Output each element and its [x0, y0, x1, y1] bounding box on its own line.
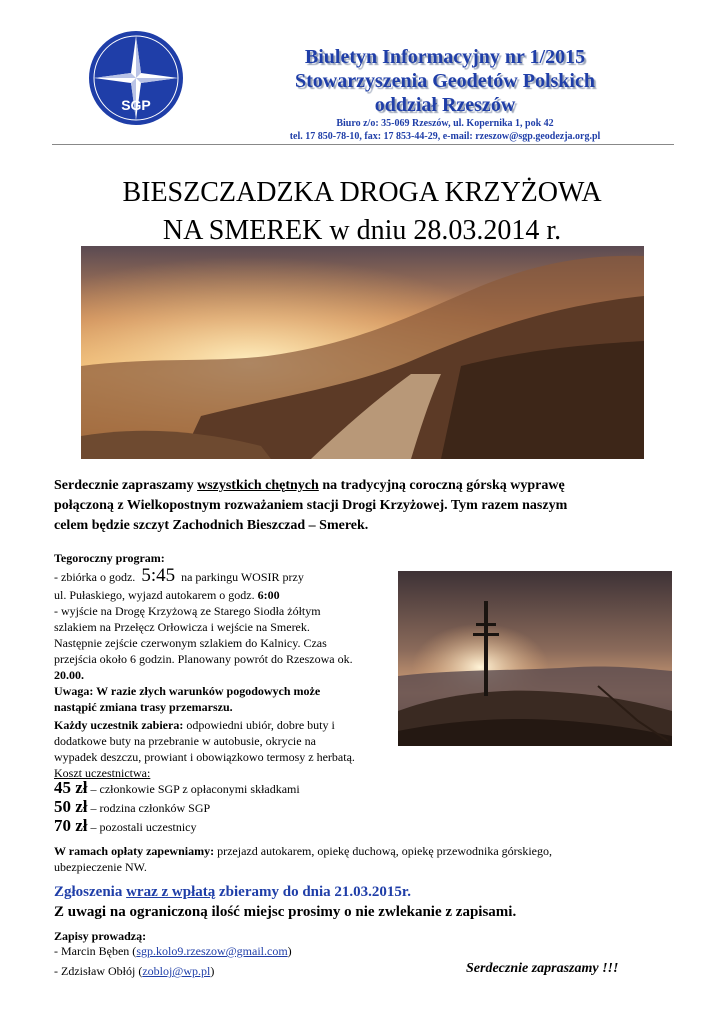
program-heading: Tegoroczny program:: [54, 551, 165, 565]
cost-item-members: 45 zł – członkowie SGP z opłaconymi składkami: [54, 778, 300, 797]
bring-line3: wypadek deszczu, prowiant i obowiązkowo termosy z herbatą.: [54, 750, 355, 764]
contact-1-email[interactable]: sgp.kolo9.rzeszow@gmail.com: [136, 944, 288, 958]
program-route3: Następnie zejście czerwonym szlakiem do Kalnicy. Czas: [54, 636, 327, 650]
program-departure: ul. Pułaskiego, wyjazd autokarem o godz. 6:00: [54, 588, 280, 602]
contact-2-email[interactable]: zobloj@wp.pl: [142, 964, 211, 978]
bring-line2: dodatkowe buty na przebranie w autobusie, okrycie na: [54, 734, 316, 748]
intro-line2: połączoną z Wielkopostnym rozważaniem stacji Drogi Krzyżowej. Tym razem naszym: [54, 498, 568, 513]
page-title-line1: BIESZCZADZKA DROGA KRZYŻOWA: [122, 177, 602, 208]
included-line1: W ramach opłaty zapewniamy: przejazd autokarem, opiekę duchową, opiekę przewodnika górskiego,: [54, 844, 552, 858]
branch-name: oddział Rzeszów: [374, 94, 516, 116]
registration-note: Z uwagi na ograniczoną ilość miejsc prosimy o nie zwlekanie z zapisami.: [54, 904, 517, 920]
program-route4: przejścia około 6 godzin. Planowany powrót do Rzeszowa ok.: [54, 652, 353, 666]
contact-1: - Marcin Bęben (sgp.kolo9.rzeszow@gmail.com): [54, 944, 292, 958]
mountain-path-photo: [81, 246, 644, 459]
office-address: Biuro z/o: 35-069 Rzeszów, ul. Kopernika 1, pok 42: [336, 118, 554, 129]
weather-warning2: nastąpić zmiana trasy przemarszu.: [54, 700, 233, 714]
cost-heading: Koszt uczestnictwa:: [54, 766, 151, 780]
header-divider: [52, 144, 674, 145]
program-route1: - wyjście na Drogę Krzyżową ze Starego Siodła żółtym: [54, 604, 321, 618]
office-contact: tel. 17 850-78-10, fax: 17 853-44-29, e-mail: rzeszow@sgp.geodezja.org.pl: [289, 131, 601, 142]
registration-deadline: Zgłoszenia wraz z wpłatą zbieramy do dnia 21.03.2015r.: [54, 884, 411, 900]
association-name: Stowarzyszenia Geodetów Polskich: [295, 70, 595, 92]
intro-line3: celem będzie szczyt Zachodnich Bieszczad – Smerek.: [54, 518, 369, 533]
program-meeting: - zbiórka o godz. 5:45 na parkingu WOSIR przy: [54, 565, 304, 586]
included-line2: ubezpieczenie NW.: [54, 860, 147, 874]
cost-item-family: 50 zł – rodzina członków SGP: [54, 797, 211, 816]
weather-warning1: Uwaga: W razie złych warunków pogodowych może: [54, 684, 321, 698]
program-route2: szlakiem na Przełęcz Orłowicza i wejście na Smerek.: [54, 620, 310, 634]
program-return-time: 20.00.: [54, 668, 84, 682]
summit-cross-photo: [398, 571, 672, 746]
closing-text: Serdecznie zapraszamy !!!: [466, 961, 619, 976]
sgp-logo: [88, 30, 184, 126]
bulletin-title: Biuletyn Informacyjny nr 1/2015: [304, 46, 586, 68]
page-title-line2: NA SMEREK w dniu 28.03.2014 r.: [162, 215, 562, 246]
cost-item-others: 70 zł – pozostali uczestnicy: [54, 816, 197, 835]
contact-2: - Zdzisław Obłój (zobloj@wp.pl): [54, 964, 215, 978]
logo-text: SGP: [121, 97, 151, 113]
intro-line1: Serdecznie zapraszamy wszystkich chętnych na tradycyjną coroczną górską wyprawę: [54, 478, 565, 493]
bring-line1: Każdy uczestnik zabiera: odpowiedni ubiór, dobre buty i: [54, 718, 335, 732]
contacts-heading: Zapisy prowadzą:: [54, 929, 147, 943]
